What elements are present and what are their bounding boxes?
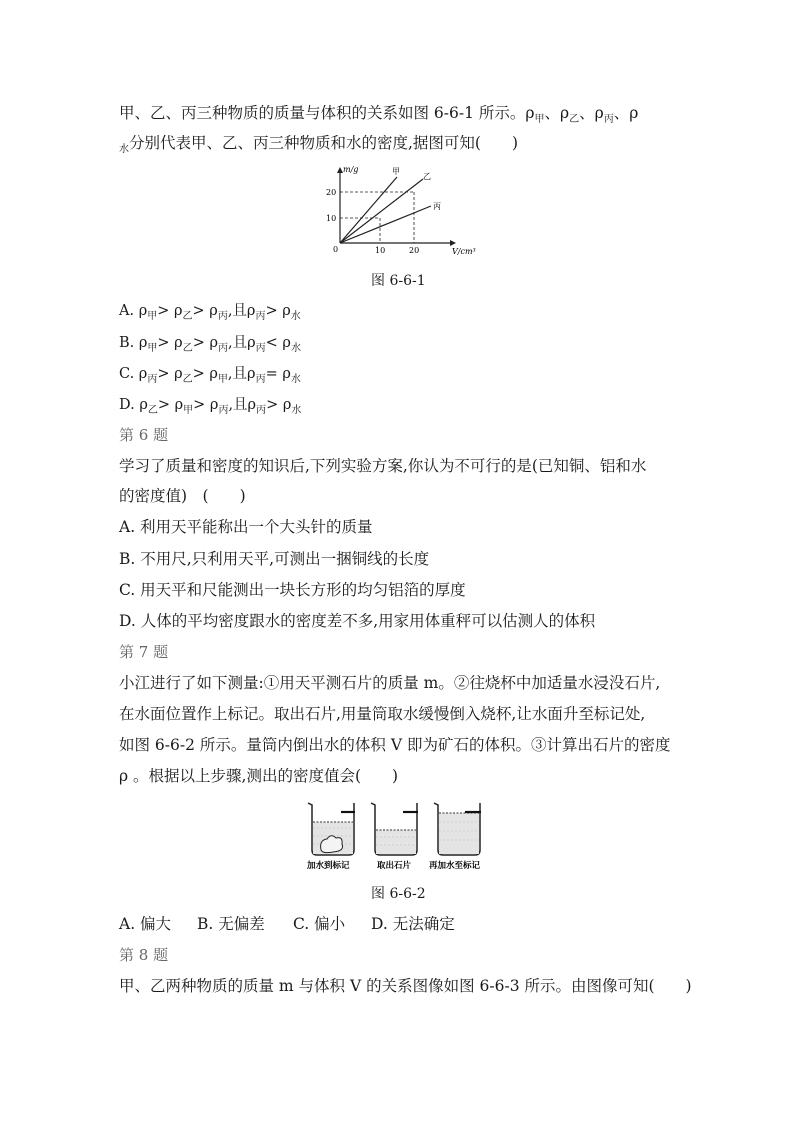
series-label-jia: 甲 [392, 167, 400, 176]
figure-caption-6-6-2: 图 6-6-2 [371, 886, 426, 902]
q8-stem: 甲、乙两种物质的质量 m 与体积 V 的关系图像如图 6-6-3 所示。由图像可知( ) [119, 977, 692, 995]
q5-stem-line2 [119, 133, 518, 156]
q5-option-c[interactable] [119, 364, 301, 386]
subscript: 甲 [183, 405, 194, 416]
q7-stem-line4: ρ 。根据以上步骤,测出的密度值会( ) [119, 767, 399, 785]
subscript: 甲 [217, 374, 228, 385]
subscript: 乙 [182, 311, 193, 322]
subscript: 丙 [603, 114, 614, 125]
series-yi-line [340, 179, 423, 243]
subscript: 甲 [147, 343, 158, 354]
q7-options-row [119, 914, 455, 934]
q6-option-d[interactable]: D. 人体的平均密度跟水的密度差不多,用家用体重秤可以估测人的体积 [119, 612, 596, 630]
q5-stem-text: 分别代表甲、乙、丙三种物质和水的密度,据图可知( ) [129, 134, 519, 152]
q6-option-a[interactable]: A. 利用天平能称出一个大头针的质量 [119, 518, 373, 536]
y-tick-10: 10 [326, 214, 337, 223]
opt-text: > ρ [157, 397, 184, 413]
beaker-label-1: 加水到标记 [307, 861, 350, 871]
opt-text: > ρ [157, 335, 183, 351]
subscript: 水 [290, 343, 301, 354]
subscript: 丙 [256, 405, 267, 416]
figure-6-6-2-beakers [303, 800, 498, 872]
q6-header: 第 6 题 [119, 426, 169, 444]
figure-caption-6-6-1: 图 6-6-1 [371, 273, 426, 289]
q7-stem-line3: 如图 6-6-2 所示。量筒内倒出水的体积 V 即为矿石的体积。③计算出石片的密度 [119, 736, 671, 754]
opt-text: > ρ [192, 335, 218, 351]
subscript: 丙 [255, 374, 266, 385]
opt-text: ,且ρ [228, 397, 257, 413]
q5-option-b[interactable] [119, 333, 301, 355]
opt-text: A. ρ [119, 303, 148, 319]
series-jia-line [340, 177, 397, 243]
series-label-bing: 丙 [433, 202, 441, 211]
opt-text: ,且ρ [228, 335, 256, 351]
opt-text: > ρ [192, 303, 218, 319]
q5-stem-line1 [119, 103, 638, 126]
subscript: 乙 [569, 114, 580, 125]
q7-option-c[interactable]: C. 偏小 [293, 915, 346, 933]
opt-text: > ρ [266, 397, 292, 413]
q5-stem-text: 、ρ [579, 104, 604, 122]
beaker-1 [308, 803, 355, 855]
subscript: 丙 [255, 311, 266, 322]
q7-option-a[interactable]: A. 偏大 [119, 915, 172, 933]
subscript: 丙 [218, 405, 229, 416]
figure-6-6-1-graph [325, 163, 475, 258]
beaker-label-3: 再加水至标记 [429, 861, 481, 871]
q5-stem-text: 甲、乙、丙三种物质的质量与体积的关系如图 6-6-1 所示。ρ [119, 104, 535, 122]
q8-header: 第 8 题 [119, 946, 169, 964]
subscript: 丙 [217, 311, 228, 322]
q5-option-a[interactable] [119, 301, 301, 323]
opt-text: ,且ρ [227, 303, 256, 319]
subscript: 丙 [147, 374, 158, 385]
subscript: 水 [119, 144, 129, 155]
q6-option-b[interactable]: B. 不用尺,只利用天平,可测出一捆铜线的长度 [119, 550, 430, 568]
series-bing-line [340, 206, 431, 243]
y-axis-label: m/g [343, 165, 359, 174]
subscript: 丙 [218, 343, 228, 354]
x-tick-20: 20 [409, 246, 420, 255]
subscript: 甲 [534, 114, 545, 125]
q5-option-d[interactable] [119, 395, 301, 417]
opt-text: > ρ [157, 366, 183, 382]
subscript: 甲 [147, 311, 158, 322]
subscript: 乙 [182, 374, 193, 385]
q7-stem-line2: 在水面位置作上标记。取出石片,用量筒取水缓慢倒入烧杯,让水面升至标记处, [119, 705, 646, 723]
opt-text: > ρ [193, 397, 219, 413]
y-tick-20: 20 [326, 188, 337, 197]
opt-text: ,且ρ [227, 366, 256, 382]
series-label-yi: 乙 [423, 172, 431, 181]
subscript: 水 [290, 374, 301, 385]
opt-text: = ρ [265, 366, 291, 382]
x-axis-arrow [450, 240, 456, 246]
opt-text: C. ρ [119, 366, 148, 382]
opt-text: B. ρ [119, 335, 148, 351]
opt-text: > ρ [265, 303, 291, 319]
q5-stem-text: 、ρ [613, 104, 639, 122]
q7-stem-line1: 小江进行了如下测量:①用天平测石片的质量 m。②往烧杯中加适量水浸没石片, [119, 674, 661, 692]
beaker-2 [371, 803, 418, 855]
q7-option-b[interactable]: B. 无偏差 [197, 915, 265, 933]
beaker-3 [434, 803, 481, 855]
opt-text: < ρ [265, 335, 291, 351]
q5-stem-text: 、ρ [544, 104, 570, 122]
subscript: 丙 [255, 343, 266, 354]
x-tick-10: 10 [375, 246, 386, 255]
x-axis-label: V/cm³ [452, 247, 476, 256]
origin-label: 0 [333, 245, 339, 254]
opt-text: > ρ [192, 366, 218, 382]
subscript: 乙 [147, 405, 158, 416]
water [439, 813, 479, 854]
opt-text: > ρ [157, 303, 183, 319]
water [376, 830, 416, 854]
q6-option-c[interactable]: C. 用天平和尺能测出一块长方形的均匀铝箔的厚度 [119, 581, 466, 599]
subscript: 水 [290, 311, 301, 322]
q7-header: 第 7 题 [119, 643, 169, 661]
q6-stem-line1: 学习了质量和密度的知识后,下列实验方案,你认为不可行的是(已知铜、铝和水 [119, 457, 647, 475]
subscript: 水 [291, 405, 302, 416]
subscript: 乙 [182, 343, 193, 354]
q7-option-d[interactable]: D. 无法确定 [371, 915, 455, 933]
opt-text: D. ρ [119, 397, 148, 413]
q6-stem-line2: 的密度值) ( ) [119, 487, 246, 505]
beaker-label-2: 取出石片 [377, 861, 412, 871]
